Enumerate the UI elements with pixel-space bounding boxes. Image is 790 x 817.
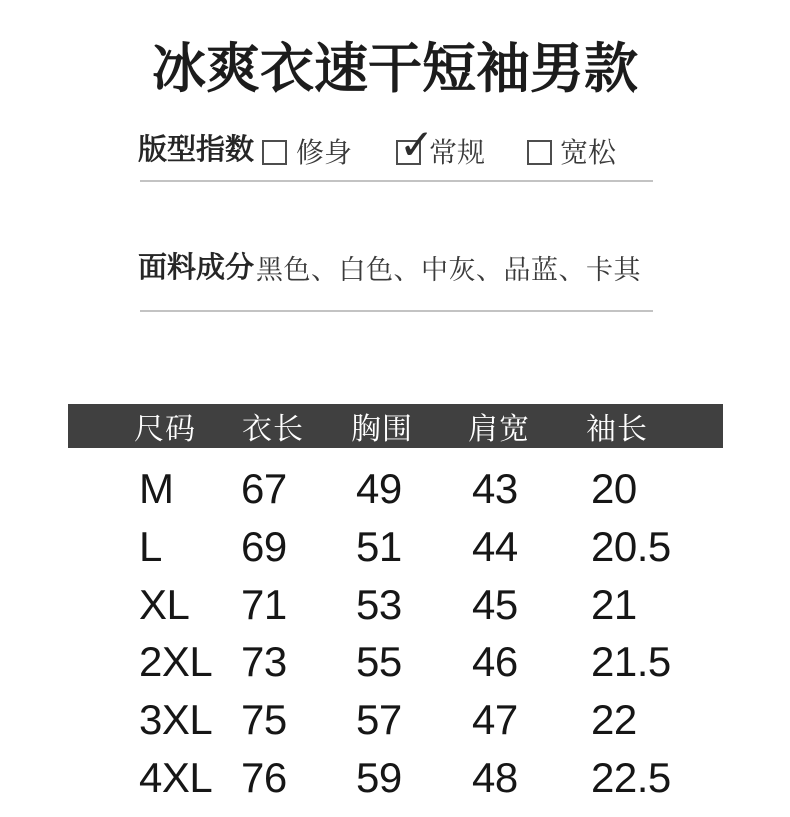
cell-chest: 53 xyxy=(356,581,402,628)
page-title: 冰爽衣速干短袖男款 xyxy=(152,39,638,99)
col-header-length: 衣长 xyxy=(242,413,304,446)
checkbox-slim-fit-label: 修身 xyxy=(296,137,353,168)
cell-sleeve: 21.5 xyxy=(591,638,671,685)
cell-length: 67 xyxy=(241,465,287,512)
cell-shoulder: 45 xyxy=(472,581,518,628)
cell-chest: 51 xyxy=(356,523,402,570)
cell-sleeve: 22.5 xyxy=(591,754,671,801)
checkmark-icon: ✓ xyxy=(399,121,435,168)
col-header-chest: 胸围 xyxy=(351,413,413,446)
cell-size: M xyxy=(139,465,174,512)
col-header-size: 尺码 xyxy=(134,413,196,446)
cell-sleeve: 22 xyxy=(591,696,637,743)
cell-chest: 59 xyxy=(356,754,402,801)
section-divider xyxy=(140,310,653,312)
cell-sleeve: 21 xyxy=(591,581,637,628)
cell-shoulder: 46 xyxy=(472,638,518,685)
checkbox-loose-fit[interactable] xyxy=(527,140,552,165)
fit-index-label: 版型指数 xyxy=(138,134,255,166)
cell-shoulder: 44 xyxy=(472,523,518,570)
cell-shoulder: 48 xyxy=(472,754,518,801)
checkbox-loose-fit-label: 宽松 xyxy=(560,137,617,168)
cell-size: 3XL xyxy=(139,696,213,743)
cell-sleeve: 20 xyxy=(591,465,637,512)
fabric-colors-value: 黑色、白色、中灰、品蓝、卡其 xyxy=(256,255,641,285)
cell-size: 4XL xyxy=(139,754,213,801)
cell-chest: 49 xyxy=(356,465,402,512)
cell-chest: 57 xyxy=(356,696,402,743)
cell-shoulder: 47 xyxy=(472,696,518,743)
table-row xyxy=(0,749,790,807)
col-header-sleeve: 袖长 xyxy=(586,413,648,446)
table-row xyxy=(0,691,790,749)
cell-length: 76 xyxy=(241,754,287,801)
cell-size: 2XL xyxy=(139,638,213,685)
col-header-shoulder: 肩宽 xyxy=(468,413,530,446)
cell-shoulder: 43 xyxy=(472,465,518,512)
cell-size: L xyxy=(139,523,162,570)
table-row xyxy=(0,460,790,518)
cell-sleeve: 20.5 xyxy=(591,523,671,570)
table-row xyxy=(0,518,790,576)
cell-length: 71 xyxy=(241,581,287,628)
cell-length: 75 xyxy=(241,696,287,743)
fabric-label: 面料成分 xyxy=(138,252,255,284)
cell-chest: 55 xyxy=(356,638,402,685)
section-divider xyxy=(140,180,653,182)
size-table-header xyxy=(68,404,723,448)
checkbox-regular-fit-label: 常规 xyxy=(429,137,486,168)
cell-length: 73 xyxy=(241,638,287,685)
checkbox-slim-fit[interactable] xyxy=(262,140,287,165)
cell-length: 69 xyxy=(241,523,287,570)
table-row xyxy=(0,633,790,691)
cell-size: XL xyxy=(139,581,190,628)
table-row xyxy=(0,576,790,634)
checkbox-regular-fit[interactable] xyxy=(396,121,435,168)
